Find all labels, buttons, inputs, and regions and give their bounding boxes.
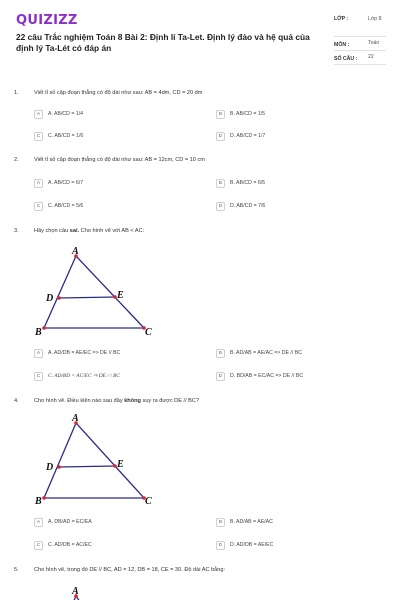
option-text: A. AD/DB = AE/EC => DE // BC [48, 350, 121, 356]
option-letter: A [34, 518, 43, 527]
option-letter: D [216, 541, 225, 550]
option-letter: A [34, 349, 43, 358]
option-a[interactable] [34, 178, 83, 188]
quizizz-logo: QUIZIZZ [16, 13, 78, 28]
option-b[interactable] [216, 348, 302, 358]
question-number: 1. [14, 90, 19, 96]
option-a[interactable] [34, 109, 83, 119]
label-e: E [117, 290, 124, 301]
triangle-figure-q3 [32, 246, 162, 341]
meta-table [334, 14, 386, 65]
option-text: B. AB/CD = 1/5 [230, 111, 266, 117]
label-c: C [145, 327, 152, 338]
label-a: A [72, 246, 79, 257]
option-c[interactable] [34, 371, 120, 381]
option-text: C. AB/CD = 1/6 [48, 133, 84, 139]
option-text: C. AD/DB = AC/EC [48, 542, 92, 548]
question-text-part: Hãy chọn câu [34, 228, 70, 234]
option-letter: C [34, 202, 43, 211]
meta-value: Lớp 8 [368, 16, 382, 22]
question-text [34, 228, 144, 234]
label-e: E [117, 459, 124, 470]
question-5 [14, 567, 386, 573]
point-b [42, 326, 46, 330]
option-text: A. DB/AD = EC/EA [48, 519, 92, 525]
meta-row-subject [334, 37, 386, 51]
question-text-part: Cho hình vẽ. Điều kiện nào sau đây [34, 398, 125, 404]
option-text: A. AB/CD = 1/4 [48, 111, 84, 117]
option-letter: A [34, 179, 43, 188]
question-text: Cho hình vẽ, trong đó DE // BC, AD = 12, DB = 18, CE = 30. Độ dài AC bằng: [34, 567, 226, 573]
label-c: C [145, 496, 152, 507]
option-d[interactable] [216, 540, 273, 550]
question-4 [14, 398, 386, 404]
page-title: 22 câu Trắc nghiệm Toán 8 Bài 2: Định lí Ta-Let. Định lý đảo và hệ quả của định lý Ta-Lét có đáp án [16, 32, 310, 53]
option-text: C. AD/BD = AC/EC ⇒ DE / / BC [48, 373, 120, 379]
segment-de [59, 466, 115, 467]
option-b[interactable] [216, 109, 265, 119]
triangle-figure-q4 [32, 413, 162, 508]
label-a: A [72, 586, 79, 597]
meta-value: Toán [368, 40, 380, 46]
option-text: D. AD/DB = AE/EC [230, 542, 274, 548]
option-text: D. AB/CD = 1/7 [230, 133, 266, 139]
label-d: D [46, 462, 54, 473]
option-text: D. BD/AB = EC/AC => DE // BC [230, 373, 304, 379]
label-b: B [35, 327, 42, 338]
question-3 [14, 228, 386, 234]
point-d [57, 465, 61, 469]
meta-value: 22 [368, 54, 374, 60]
option-letter: B [216, 110, 225, 119]
option-c[interactable] [34, 131, 83, 141]
point-d [57, 296, 61, 300]
option-text: C. AB/CD = 5/6 [48, 203, 84, 209]
option-text: A. AB/CD = 6/7 [48, 180, 84, 186]
option-text: B. AB/CD = 6/5 [230, 180, 266, 186]
question-text: Viết tỉ số cặp đoạn thẳng có độ dài như sau: AB = 12cm, CD = 10 cm [34, 157, 205, 163]
question-number: 2. [14, 157, 19, 163]
option-letter: B [216, 349, 225, 358]
option-d[interactable] [216, 201, 265, 211]
question-text: Viết tỉ số cặp đoạn thẳng có độ dài như sau: AB = 4dm, CD = 20 dm [34, 90, 203, 96]
option-letter: C [34, 372, 43, 381]
option-d[interactable] [216, 131, 265, 141]
question-text-part: Cho hình vẽ với AB < AC: [79, 228, 145, 234]
meta-row-count [334, 51, 386, 65]
question-text [34, 398, 199, 404]
label-a: A [72, 413, 79, 424]
question-text-emphasis: sai. [69, 228, 80, 234]
meta-key: MÔN : [334, 41, 350, 48]
question-number: 3. [14, 228, 19, 234]
segment-de [59, 297, 115, 298]
meta-key: SỐ CÂU : [334, 55, 358, 62]
triangle-figure-q5 [32, 580, 162, 600]
option-text: D. AB/CD = 7/6 [230, 203, 266, 209]
option-d[interactable] [216, 371, 303, 381]
question-2 [14, 157, 386, 163]
question-text-part: suy ra được DE // BC? [140, 398, 200, 404]
triangle-abc [44, 256, 144, 328]
option-text: B. AD/AB = AE/AC => DE // BC [230, 350, 302, 356]
meta-key: LỚP : [334, 16, 349, 22]
option-letter: C [34, 132, 43, 141]
option-a[interactable] [34, 517, 92, 527]
question-number: 4. [14, 398, 19, 404]
option-letter: D [216, 132, 225, 141]
label-d: D [46, 293, 54, 304]
point-b [42, 496, 46, 500]
option-letter: B [216, 518, 225, 527]
label-b: B [35, 496, 42, 507]
option-b[interactable] [216, 178, 265, 188]
option-letter: D [216, 202, 225, 211]
option-b[interactable] [216, 517, 273, 527]
question-text-emphasis: không [124, 398, 141, 404]
question-1 [14, 90, 386, 96]
option-letter: D [216, 372, 225, 381]
question-number: 5. [14, 567, 19, 573]
option-letter: B [216, 179, 225, 188]
option-c[interactable] [34, 540, 92, 550]
option-c[interactable] [34, 201, 83, 211]
option-text: B. AD/AB = AE/AC [230, 519, 273, 525]
option-letter: C [34, 541, 43, 550]
option-letter: A [34, 110, 43, 119]
option-a[interactable] [34, 348, 120, 358]
triangle-abc [44, 423, 144, 498]
meta-row-class [334, 14, 386, 37]
